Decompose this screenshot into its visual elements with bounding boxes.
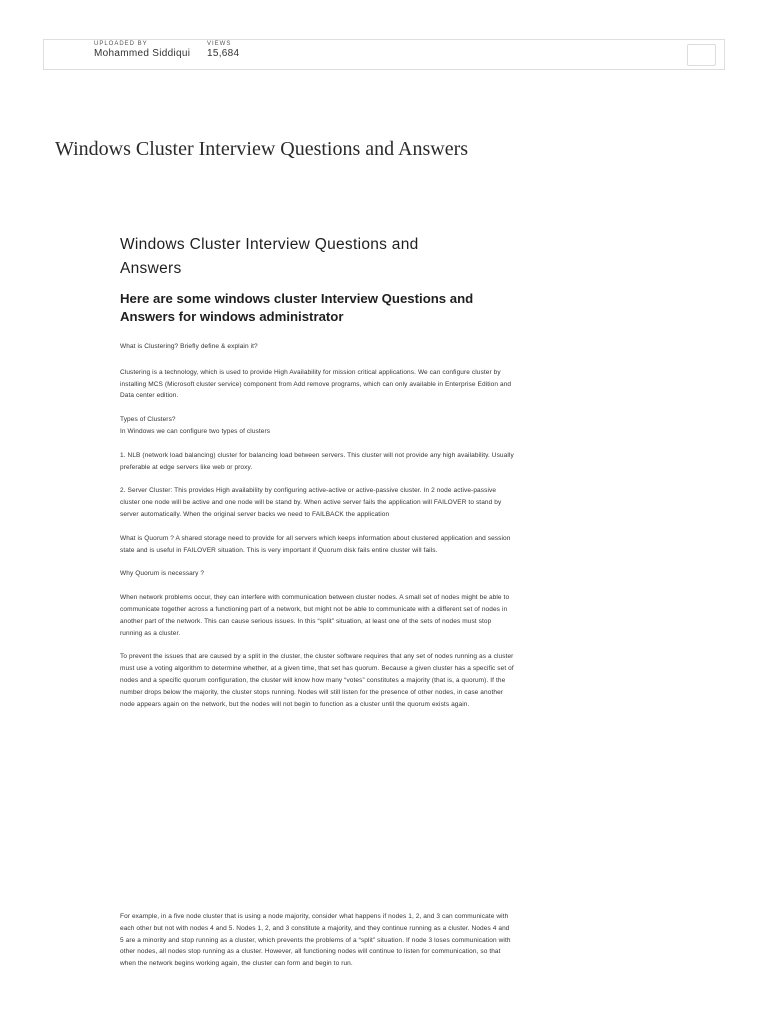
paragraph: What is Clustering? Briefly define & explain it? <box>120 343 258 350</box>
document-page-2 <box>120 911 515 982</box>
paragraph: What is Quorum ? A shared storage need to provide for all servers which keeps information about clustered application and session state and is useful in FAILOVER situation. This is very important if Quorum disk fails entire cluster will fails. <box>120 534 511 554</box>
paragraph: Types of Clusters? In Windows we can configure two types of clusters <box>120 416 271 435</box>
document-title: Windows Cluster Interview Questions and Answers <box>55 138 469 160</box>
paragraph: 2. Server Cluster: This provides High availability by configuring active-active or active-passive cluster. In 2 node active-passive cluster one node will be active and one node will be stand by. When active server fails the application will FAILOVER to stand by server automatically. When the original server backs we need to FAILBACK the application <box>120 487 502 518</box>
uploader-info <box>94 41 190 60</box>
views-label: VIEWS <box>207 41 232 47</box>
uploader-name[interactable]: Mohammed Siddiqui <box>94 48 191 59</box>
page-heading: Windows Cluster Interview Questions and Answers <box>120 236 419 277</box>
views-count: 15,684 <box>207 48 240 59</box>
paragraph: When network problems occur, they can interfere with communication between cluster nodes. A small set of nodes might be able to communicate together across a functioning part of a network, but might not be able to communicate with a different set of nodes in another part of the network. This can cause serious issues. In this “split” situation, at least one of the sets of nodes must stop running as a cluster. <box>120 594 510 637</box>
views-info <box>207 41 239 60</box>
paragraph: For example, in a five node cluster that is using a node majority, consider what happens if nodes 1, 2, and 3 can communicate with each other but not with nodes 4 and 5. Nodes 1, 2, and 3 constitute a majority, and they continue running as a cluster. Nodes 4 and 5 are a minority and stop running as a cluster, which prevents the problems of a “split” situation. If node 3 loses communication with other nodes, all nodes stop running as a cluster. However, all functioning nodes will continue to listen for communication, so that when the network begins working again, the cluster can form and begin to run. <box>120 913 511 968</box>
document-meta-bar <box>43 39 725 70</box>
document-page-1 <box>120 233 515 722</box>
paragraph: To prevent the issues that are caused by a split in the cluster, the cluster software requires that any set of nodes running as a cluster must use a voting algorithm to determine whether, at a given time, that set has quorum. Because a given cluster has a specific set of nodes and a specific quorum configuration, the cluster will know how many “votes” constitutes a majority (that is, a quorum). If the number drops below the majority, the cluster stops running. Nodes will still listen for the presence of other nodes, in case another node appears again on the network, but the nodes will not begin to function as a cluster until the quorum exists again. <box>120 653 514 708</box>
page-subheading: Here are some windows cluster Interview Questions and Answers for windows administrator <box>120 291 474 324</box>
meta-action-button[interactable] <box>687 44 716 66</box>
paragraph: Why Quorum is necessary ? <box>120 570 205 578</box>
paragraph: Clustering is a technology, which is used to provide High Availability for mission critical applications. We can configure cluster by installing MCS (Microsoft cluster service) component from Add remove programs, which can only available in Enterprise Edition and Data center edition. <box>120 368 512 400</box>
document-body <box>120 341 515 710</box>
paragraph: 1. NLB (network load balancing) cluster for balancing load between servers. This cluster will not provide any high availability. Usually preferable at edge servers like web or proxy. <box>120 451 514 471</box>
uploaded-by-label: UPLOADED BY <box>94 41 148 47</box>
